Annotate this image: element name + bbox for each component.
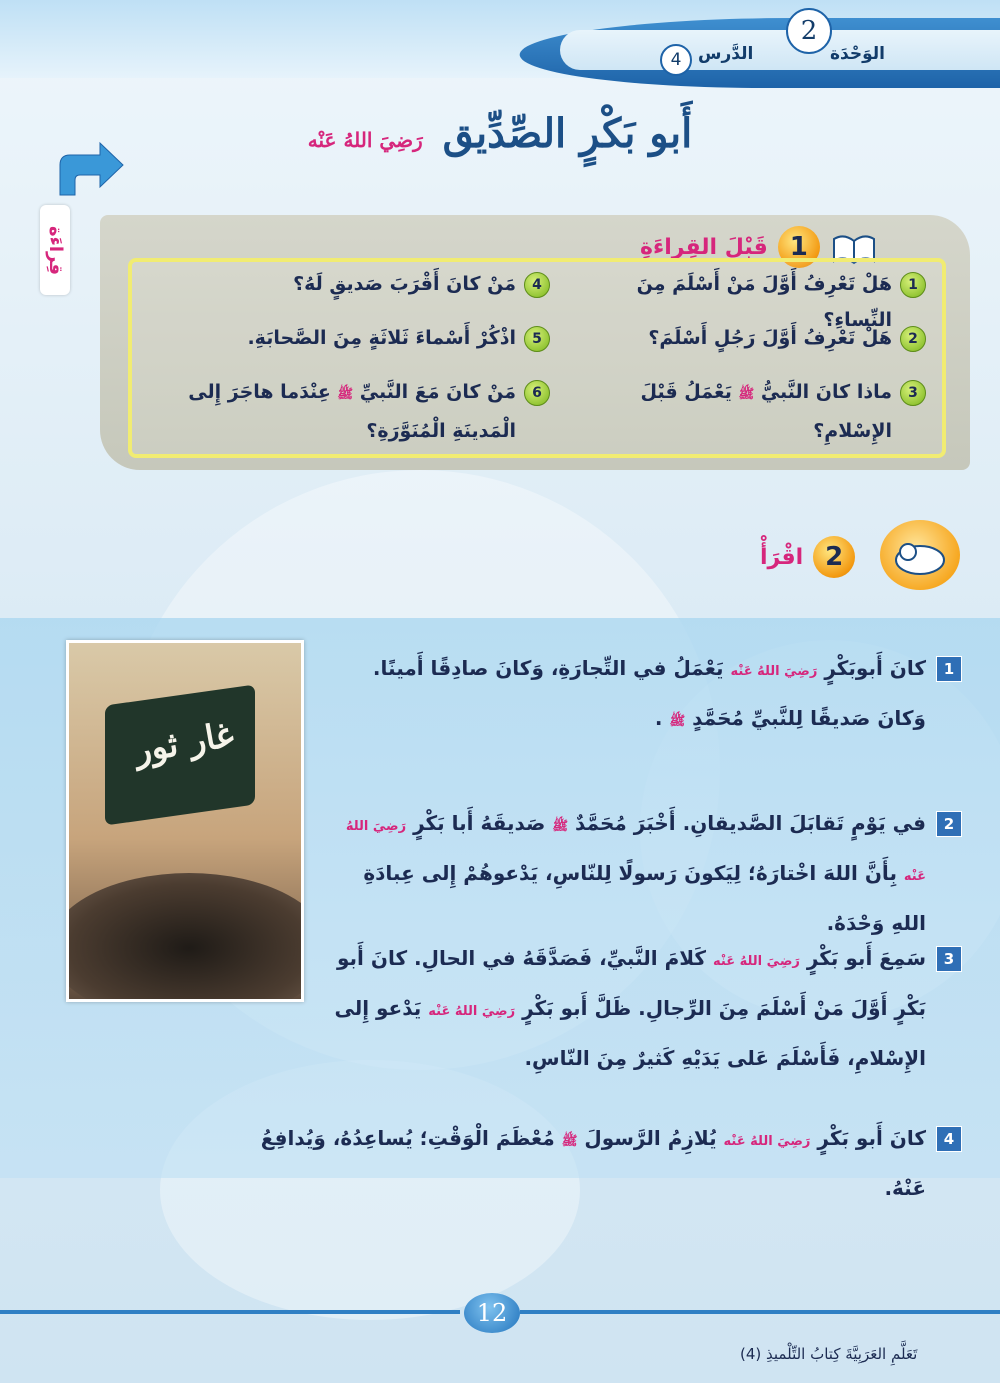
question-number: 4 — [524, 272, 550, 298]
honorific: رَضِيَ اللهُ عَنْه — [345, 819, 926, 884]
section2-number: 2 — [813, 536, 855, 578]
honorific: ﷺ — [738, 387, 755, 402]
paragraph-text: كانَ أَبو بَكْرٍ — [817, 1126, 926, 1150]
paragraph-text: في يَوْمٍ تَقابَلَ الصَّديقانِ. أَخْبَرَ مُحَمَّدٌ — [575, 811, 926, 835]
page-number: 12 — [464, 1293, 520, 1333]
paragraph-text: بِأَنَّ اللهَ اخْتارَهُ؛ لِيَكونَ رَسولًا لِلنّاسِ، يَدْعوهُمْ إِلى عِبادَةِ اللهِ وَحْدَهُ. — [363, 861, 926, 935]
paragraph-number: 4 — [936, 1126, 962, 1152]
footer-line — [0, 1310, 460, 1314]
honorific: رَضِيَ اللهُ عَنْه — [713, 954, 800, 969]
question-text: عِنْدَما هاجَرَ إِلى الْمَدينَةِ الْمُنَوَّرَةِ؟ — [188, 381, 516, 442]
honorific: ﷺ — [561, 1134, 578, 1149]
honorific: رَضِيَ اللهُ عَنْه — [730, 664, 818, 679]
question-number: 1 — [900, 272, 926, 298]
arrow-icon — [55, 140, 125, 200]
question-2 — [566, 320, 926, 356]
section1-number: 1 — [778, 226, 820, 268]
unit-number: 2 — [786, 8, 832, 54]
paragraph-1 — [332, 645, 962, 745]
header-arc-inner — [560, 30, 1000, 70]
book-title: تَعَلَّمِ العَرَبِيَّةَ كِتابُ التِّلْميذِ (4) — [740, 1345, 918, 1363]
photo-cave-opening — [66, 873, 304, 1002]
section1-title: قَبْلَ القِراءَةِ — [640, 234, 768, 260]
question-text: يَعْمَلُ قَبْلَ الإِسْلامِ؟ — [640, 381, 892, 442]
question-text: هَلْ تَعْرِفُ أَوَّلَ رَجُلٍ أَسْلَمَ؟ — [648, 327, 892, 349]
paragraph-number: 3 — [936, 946, 962, 972]
question-text: مَنْ كانَ مَعَ النَّبيِّ — [359, 381, 516, 403]
paragraph-2 — [332, 800, 962, 946]
paragraph-text: كانَ أَبوبَكْرٍ — [824, 656, 926, 680]
paragraph-text: سَمِعَ أَبو بَكْرٍ — [806, 946, 926, 970]
honorific: رَضِيَ اللهُ عَنْه — [723, 1134, 811, 1149]
question-4 — [170, 266, 550, 302]
question-5 — [170, 320, 550, 356]
paragraph-text: مُعْظَمَ الْوَقْتِ؛ يُساعِدُهُ، وَيُدافِعُ عَنْهُ. — [260, 1126, 926, 1200]
section2-header — [760, 536, 855, 578]
footer-line — [520, 1310, 1000, 1314]
title-honorific: رَضِيَ اللهُ عَنْه — [307, 128, 423, 152]
honorific: ﷺ — [552, 819, 569, 834]
question-6 — [170, 374, 550, 449]
paragraph-text: صَديقَهُ أَبا بَكْرٍ — [413, 811, 546, 835]
question-number: 3 — [900, 380, 926, 406]
question-number: 2 — [900, 326, 926, 352]
paragraph-4 — [242, 1115, 962, 1211]
question-text: هَلْ تَعْرِفُ أَوَّلَ مَنْ أَسْلَمَ مِنَ النِّساءِ؟ — [636, 273, 892, 331]
paragraph-3 — [332, 935, 962, 1081]
unit-label: الوَحْدَة — [830, 44, 885, 64]
paragraph-text: . — [654, 706, 663, 730]
paragraph-text: يَدْعو إِلى الإِسْلامِ، فَأَسْلَمَ عَلى يَدَيْهِ كَثيرٌ مِنَ النّاسِ. — [334, 996, 926, 1070]
honorific: ﷺ — [337, 387, 354, 402]
question-3 — [566, 374, 926, 449]
section2-title: اقْرَأْ — [760, 544, 804, 570]
photo-sign-text: غار ثور — [131, 714, 237, 772]
section-tab-reading: قِراءَة — [40, 205, 70, 295]
reading-child-icon — [880, 520, 960, 590]
paragraph-number: 2 — [936, 811, 962, 837]
paragraph-text: يُلازِمُ الرَّسولَ — [584, 1126, 717, 1150]
question-text: مَنْ كانَ أَقْرَبَ صَديقٍ لَهُ؟ — [293, 273, 516, 295]
title-text: أَبو بَكْرٍ الصِّدِّيق — [442, 110, 693, 157]
lesson-number: 4 — [660, 44, 692, 76]
question-number: 5 — [524, 326, 550, 352]
paragraph-text: كَلامَ النَّبيِّ، فَصَدَّقَهُ في الحالِ. كانَ أَبو بَكْرٍ أَوَّلَ مَنْ أَسْلَمَ مِنَ الرِّجالِ. ظَلَّ أَبو بَكْرٍ — [337, 946, 926, 1020]
paragraph-number: 1 — [936, 656, 962, 682]
cave-photo — [66, 640, 304, 1002]
question-text: ماذا كانَ النَّبيُّ — [760, 381, 892, 403]
honorific: ﷺ — [669, 714, 686, 729]
question-text: اذْكُرْ أَسْماءَ ثَلاثَةٍ مِنَ الصَّحابَةِ. — [247, 327, 516, 349]
question-number: 6 — [524, 380, 550, 406]
honorific: رَضِيَ اللهُ عَنْه — [428, 1004, 516, 1019]
page-title — [200, 110, 800, 157]
lesson-label: الدَّرس — [698, 44, 754, 64]
paragraph-text: يَعْمَلُ في التِّجارَةِ، وَكانَ صادِقًا أَمينًا. وَكانَ صَديقًا لِلنَّبيِّ مُحَمَّدٍ — [372, 656, 926, 730]
